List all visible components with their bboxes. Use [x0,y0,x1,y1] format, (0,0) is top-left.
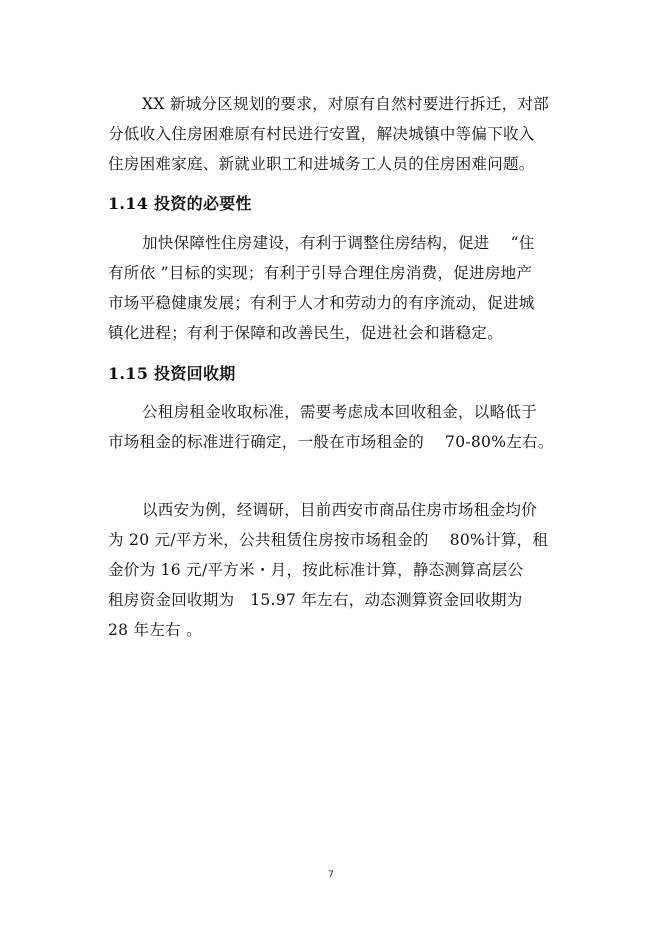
text-line: 分低收入住房困难原有村民进行安置，解决城镇中等偏下收入 [108,125,535,143]
text-line: 公租房租金收取标准，需要考虑成本回收租金，以略低于 [142,403,538,421]
section-heading-1-14: 1.14 投资的必要性 [108,194,252,213]
page-number: 7 [328,870,334,880]
payback-example-paragraph [108,495,570,645]
text-line: 为 20 元/平方米，公共租赁住房按市场租金的 80%计算，租 [108,531,549,549]
text-line: XX 新城分区规划的要求，对原有自然村要进行拆迁，对部 [142,95,550,113]
necessity-paragraph [108,228,570,348]
text-line: 加快保障性住房建设，有利于调整住房结构，促进 “住 [142,234,535,252]
intro-paragraph [108,89,570,179]
rent-standard-paragraph [108,397,570,457]
text-line: 市场平稳健康发展；有利于人才和劳动力的有序流动，促进城 [108,294,535,312]
text-line: 以西安为例，经调研，目前西安市商品住房市场租金均价 [142,501,538,519]
text-line: 28 年左右 。 [108,621,202,639]
text-line: 金价为 16 元/平方米・月，按此标准计算，静态测算高层公 [108,561,524,579]
section-heading-1-15: 1.15 投资回收期 [108,364,236,383]
text-line: 有所依 ”目标的实现；有利于引导合理住房消费，促进房地产 [108,264,533,282]
text-line: 市场租金的标准进行确定，一般在市场租金的 70-80%左右。 [108,433,554,451]
text-line: 租房资金回收期为 15.97 年左右，动态测算资金回收期为 [108,591,523,609]
text-line: 镇化进程；有利于保障和改善民生，促进社会和谐稳定。 [108,324,504,342]
text-line: 住房困难家庭、新就业职工和进城务工人员的住房困难问题。 [108,155,535,173]
